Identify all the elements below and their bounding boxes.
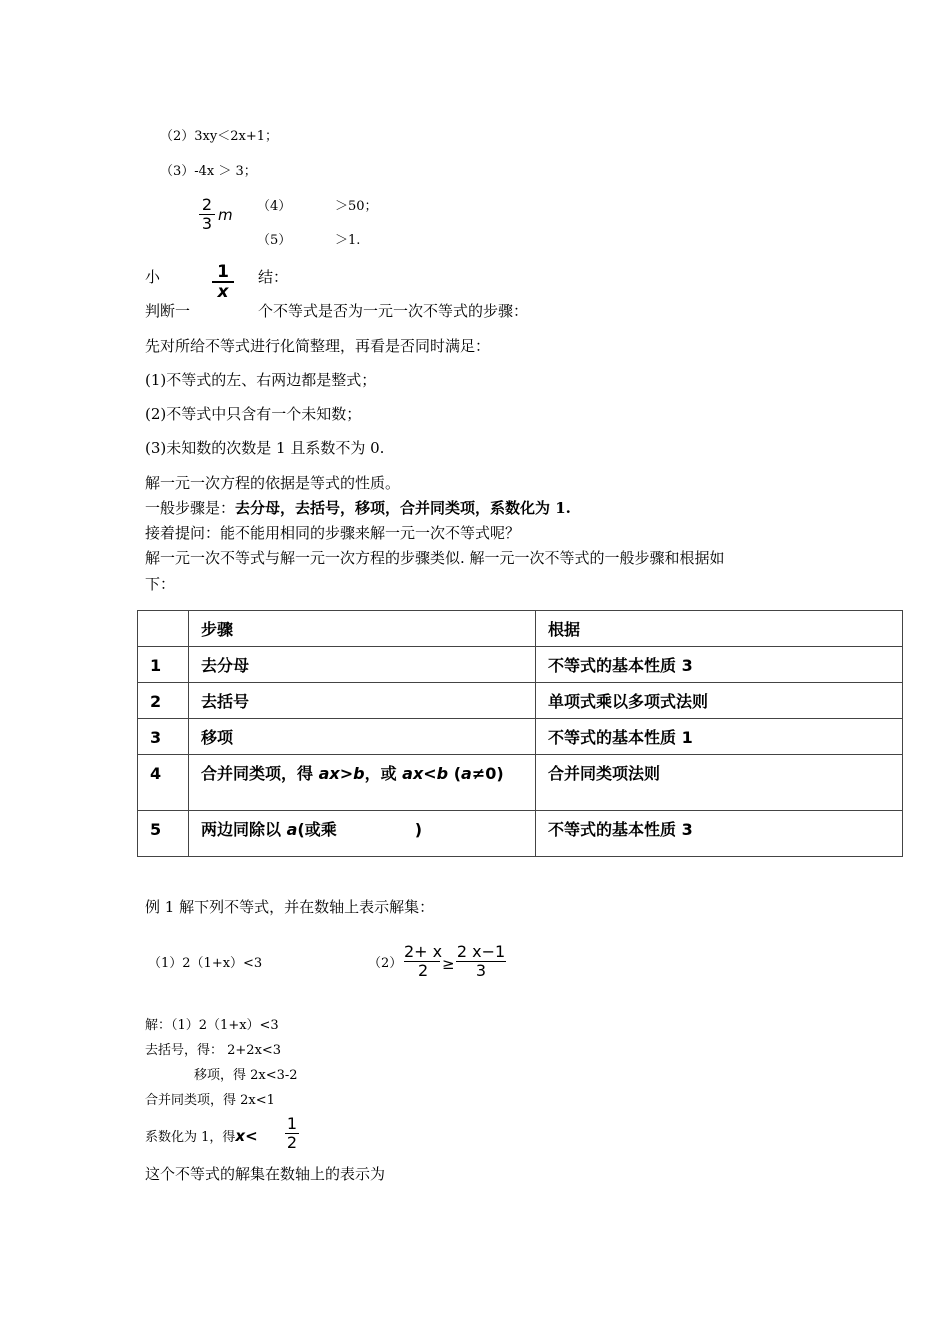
number-line-intro: 这个不等式的解集在数轴上的表示为 — [145, 1165, 386, 1183]
inequality-item-4-label: （4） — [257, 199, 292, 214]
criteria-intro: 先对所给不等式进行化简整理，再看是否同时满足： — [145, 337, 491, 355]
solution-line-3: 移项，得 2x<3-2 — [194, 1068, 298, 1083]
table-header-row — [138, 611, 903, 647]
summary-label-xiao: 小 — [145, 268, 161, 286]
example-title: 例 1 解下列不等式，并在数轴上表示解集： — [145, 898, 435, 916]
general-steps: 一般步骤是：去分母，去括号，移项，合并同类项，系数化为 1. — [145, 499, 571, 517]
fraction-variable-m: m — [218, 206, 233, 224]
example-problem-1: （1）2（1+x）<3 — [148, 956, 263, 971]
judge-text-end: 个不等式是否为一元一次不等式的步骤： — [258, 302, 529, 320]
criterion-1: (1)不等式的左、右两边都是整式； — [145, 371, 377, 389]
table-row: 3 移项 不等式的基本性质 1 — [138, 719, 903, 755]
table-row: 1 去分母 不等式的基本性质 3 — [138, 647, 903, 683]
similarity-note: 解一元一次不等式与解一元一次方程的步骤类似. 解一元一次不等式的一般步骤和根据如 — [145, 549, 725, 567]
inequality-item-2: （2）3xy＜2x+1； — [160, 129, 278, 144]
inequality-item-3: （3）-4x ＞ 3； — [160, 164, 257, 179]
criterion-2: (2)不等式中只含有一个未知数； — [145, 405, 362, 423]
inequality-item-5-relation: ＞1. — [335, 233, 361, 248]
ge-symbol: ≥ — [442, 955, 455, 973]
fraction-2-plus-x-over-2: 2+ x 2 — [404, 942, 443, 980]
equation-basis: 解一元一次方程的依据是等式的性质。 — [145, 474, 401, 492]
steps-table — [137, 610, 903, 857]
fraction-two-thirds: 2 3 — [199, 196, 215, 233]
table-header-basis: 根据 — [536, 611, 903, 647]
fraction-one-half: 1 2 — [286, 1114, 298, 1152]
table-row: 4 合并同类项，得 ax>b，或 ax<b (a≠0) 合并同类项法则 — [138, 755, 903, 811]
follow-up-question: 接着提问：能不能用相同的步骤来解一元一次不等式呢？ — [145, 524, 521, 542]
table-row: 5 两边同除以 a(或乘 ) 不等式的基本性质 3 — [138, 811, 903, 857]
solution-line-2: 去括号，得： 2+2x<3 — [145, 1043, 282, 1058]
solution-line-4: 合并同类项，得 2x<1 — [145, 1093, 275, 1108]
table-header-step: 步骤 — [189, 611, 536, 647]
fraction-2x-minus-1-over-3: 2 x−1 3 — [456, 942, 506, 980]
table-header-index — [138, 611, 189, 647]
solution-line-1: 解：（1）2（1+x）<3 — [145, 1018, 279, 1033]
fraction-one-over-x: 1 x — [212, 263, 234, 301]
judge-text-start: 判断一 — [145, 302, 191, 320]
inequality-item-5-label: （5） — [257, 233, 292, 248]
example-problem-2-label: （2） — [368, 956, 403, 971]
similarity-note-cont: 下： — [145, 575, 176, 593]
criterion-3: (3)未知数的次数是 1 且系数不为 0. — [145, 439, 385, 457]
summary-label-jie: 结： — [258, 268, 289, 286]
table-row: 2 去括号 单项式乘以多项式法则 — [138, 683, 903, 719]
inequality-item-4-relation: ＞50； — [335, 199, 378, 214]
solution-line-5: 系数化为 1，得x< — [145, 1127, 258, 1145]
